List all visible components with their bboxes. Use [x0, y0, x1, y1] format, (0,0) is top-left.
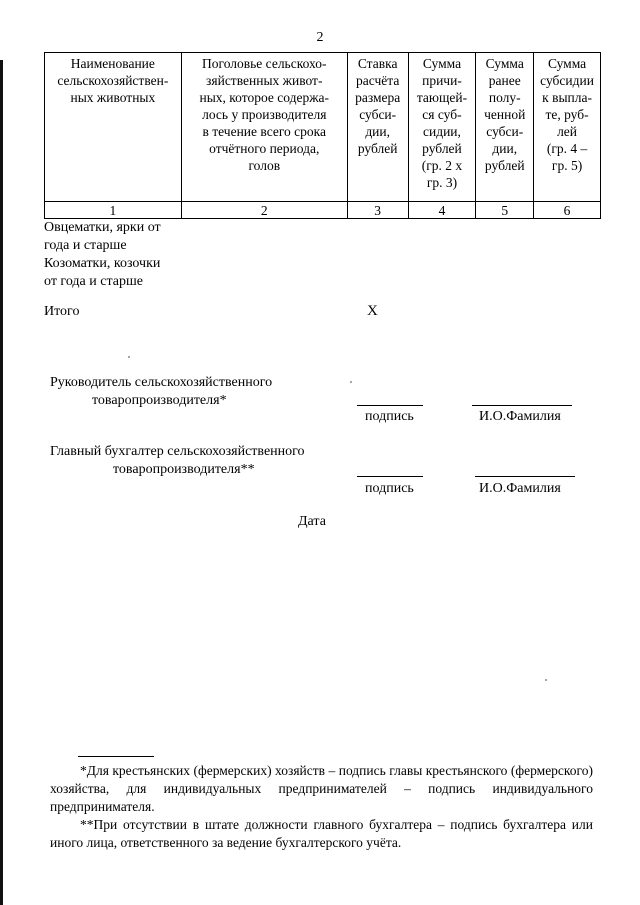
head-signature-line	[357, 405, 423, 406]
header-amount-received: Сумма ранее полу- ченной субси- дии, рублей	[476, 53, 534, 202]
header-livestock-count: Поголовье сельскохо- зяйственных живот- ных, которое содержа- лось у производителя в течение всего срока отчётного периода, голов	[181, 53, 347, 202]
row-label-sheep: Овцематки, ярки от года и старше	[44, 220, 161, 253]
header-amount-due: Сумма причи- тающей- ся суб- сидии, рублей (гр. 2 х гр. 3)	[408, 53, 476, 202]
column-number: 5	[476, 202, 534, 219]
head-name-line	[472, 405, 572, 406]
table-header-row	[45, 53, 601, 202]
accountant-name-caption: И.О.Фамилия	[479, 481, 561, 496]
subsidy-table	[44, 52, 601, 219]
column-number: 6	[534, 202, 601, 219]
head-signature-caption: подпись	[365, 409, 414, 424]
accountant-signature-caption: подпись	[365, 481, 414, 496]
accountant-signature-title: Главный бухгалтер сельскохозяйственного товаропроизводителя**	[50, 444, 305, 477]
scan-edge	[0, 60, 3, 905]
column-number: 2	[181, 202, 347, 219]
head-name-caption: И.О.Фамилия	[479, 409, 561, 424]
column-number: 4	[408, 202, 476, 219]
page-number: 2	[316, 30, 324, 45]
column-number: 1	[45, 202, 182, 219]
row-label-goats: Козоматки, козочки от года и старше	[44, 256, 161, 289]
scan-speck	[350, 381, 352, 383]
footnote-accountant: **При отсутствии в штате должности главного бухгалтера – подпись бухгалтера или иного лица, ответственного за ведение бухгалтерского учёта.	[50, 817, 593, 850]
head-signature-title: Руководитель сельскохозяйственного товаропроизводителя*	[50, 375, 273, 408]
scan-speck	[128, 356, 130, 358]
row-label-total: Итого	[44, 304, 80, 319]
accountant-signature-line	[357, 476, 423, 477]
header-animal-name: Наименование сельскохозяйствен- ных животных	[45, 53, 182, 202]
header-rate: Ставка расчёта размера субси- дии, рублей	[347, 53, 408, 202]
header-amount-payable: Сумма субсидии к выпла- те, руб- лей (гр. 4 – гр. 5)	[534, 53, 601, 202]
column-number: 3	[347, 202, 408, 219]
scan-speck	[545, 679, 547, 681]
date-label: Дата	[298, 514, 326, 529]
footnote-head: *Для крестьянских (фермерских) хозяйств – подпись главы крестьянского (фермерского) хозяйства, для индивидуальных предпринимателей – подпись индивидуального предпринимателя.	[50, 763, 593, 814]
accountant-name-line	[475, 476, 575, 477]
total-rate-mark: Х	[367, 303, 378, 319]
footnote-separator	[78, 756, 154, 757]
column-number-row	[45, 202, 601, 219]
